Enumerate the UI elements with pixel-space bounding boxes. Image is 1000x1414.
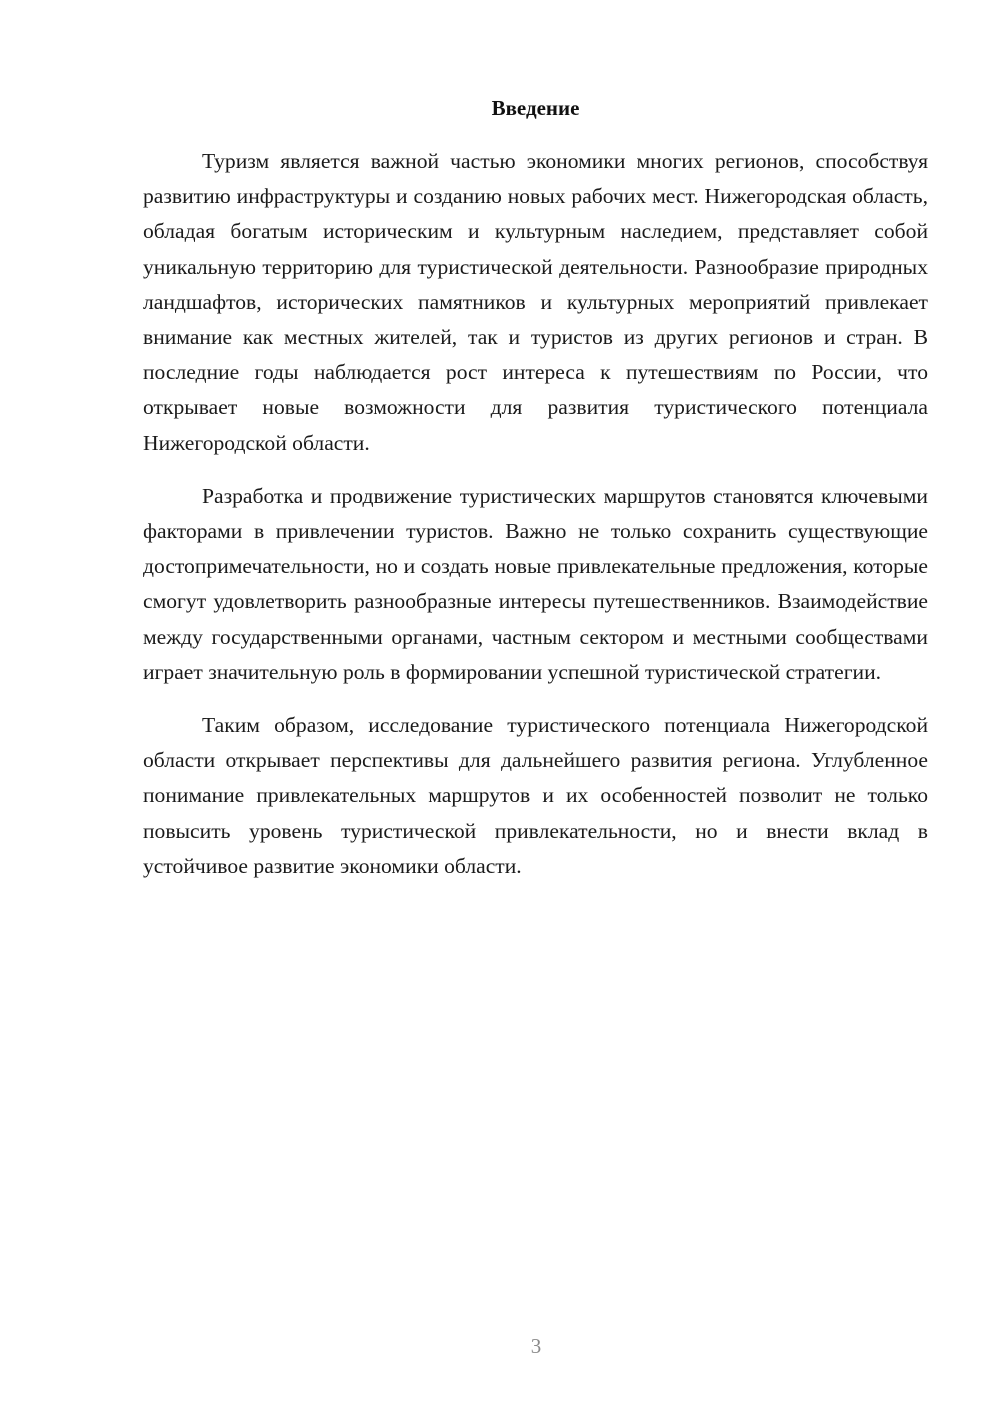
- page-number: 3: [530, 1334, 542, 1358]
- paragraph-2: Разработка и продвижение туристических маршрутов становятся ключевыми факторами в привлечении туристов. Важно не только сохранить существующие достопримечательности, но и создать новые привлекательные предложения, которые смогут удовлетворить разнообразные интересы путешественников. Взаимодействие между государственными органами, частным сектором и местными сообществами играет значительную роль в формировании успешной туристической стратегии.: [143, 483, 928, 684]
- page-content: [143, 92, 928, 902]
- section-heading: Введение: [491, 96, 580, 120]
- paragraph-1: Туризм является важной частью экономики многих регионов, способствуя развитию инфраструктуры и созданию новых рабочих мест. Нижегородская область, обладая богатым историческим и культурным наследием, представляет собой уникальную территорию для туристической деятельности. Разнообразие природных ландшафтов, исторических памятников и культурных мероприятий привлекает внимание как местных жителей, так и туристов из других регионов и стран. В последние годы наблюдается рост интереса к путешествиям по России, что открывает новые возможности для развития туристического потенциала Нижегородской области.: [143, 149, 928, 455]
- paragraph-3: Таким образом, исследование туристического потенциала Нижегородской области открывает перспективы для дальнейшего развития региона. Углубленное понимание привлекательных маршрутов и их особенностей позволит не только повысить уровень туристической привлекательности, но и внести вклад в устойчивое развитие экономики области.: [143, 713, 928, 878]
